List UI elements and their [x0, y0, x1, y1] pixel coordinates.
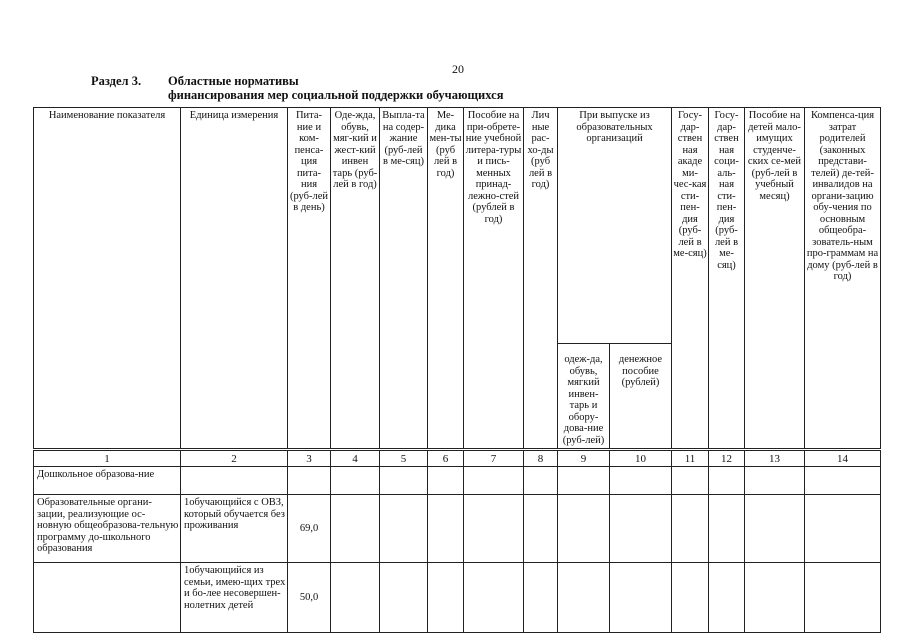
header-allowance: Выпла-та на содер-жание (руб-лей в ме-сяц)	[380, 108, 428, 450]
row-unit: 1обучающийся с ОВЗ, который обучается без проживания	[181, 495, 288, 563]
row-name: Образовательные органи-зации, реализующие ос-новную общеобразова-тельную программу до-школьного образования	[34, 495, 181, 563]
section-title-line1: Областные нормативы	[168, 74, 299, 88]
col-number: 6	[428, 450, 464, 467]
section-title-line2: финансирования мер социальной поддержки обучающихся	[168, 88, 504, 102]
col-number: 12	[709, 450, 745, 467]
col-number: 5	[380, 450, 428, 467]
table-row	[34, 495, 881, 563]
page-number: 20	[452, 62, 464, 76]
header-home-education-compensation: Компенса-ция затрат родителей (законных представи-телей) де-тей-инвалидов на органи-зацию обу-чения по основным общеобра-зователь-ным про-граммам на дому (руб-лей в год)	[805, 108, 881, 450]
header-academic-stipend: Госу-дар-ствен ная акаде ми-чес-кая сти-пен-дия (руб-лей в ме-сяц)	[672, 108, 709, 450]
header-student-family-benefit: Пособие на детей мало-имущих студенче-ских се-мей (руб-лей в учебный месяц)	[745, 108, 805, 450]
col-number: 2	[181, 450, 288, 467]
header-food: Пита-ние и ком-пенса-ция пита-ния (руб-лей в день)	[288, 108, 331, 450]
row-unit	[181, 467, 288, 495]
header-social-stipend: Госу-дар-ствен ная соци-аль-ная сти-пен-дия (руб-лей в ме-сяц)	[709, 108, 745, 450]
col-number: 11	[672, 450, 709, 467]
col-number: 10	[610, 450, 672, 467]
row-food-value: 50,0	[288, 563, 331, 633]
header-clothing: Оде-жда, обувь, мяг-кий и жест-кий инвен тарь (руб-лей в год)	[331, 108, 380, 450]
row-name: Дошкольное образова-ние	[34, 467, 181, 495]
header-graduation: При выпуске из образовательных организаций	[558, 108, 672, 344]
section-heading	[91, 74, 503, 102]
col-number: 8	[524, 450, 558, 467]
row-name	[34, 563, 181, 633]
table-row	[34, 467, 881, 495]
header-personal-expenses: Лич ные рас-хо-ды (руб лей в год)	[524, 108, 558, 450]
row-food-value: 69,0	[288, 495, 331, 563]
row-food-value	[288, 467, 331, 495]
col-number: 13	[745, 450, 805, 467]
row-unit: 1обучающийся из семьи, имею-щих трех и бо-лее несовершен-нолетних детей	[181, 563, 288, 633]
section-label: Раздел 3.	[91, 74, 142, 88]
header-study-supplies: Пособие на при-обрете-ние учебной литера-туры и пись-менных принад-лежно-стей (рублей в год)	[464, 108, 524, 450]
col-number: 9	[558, 450, 610, 467]
col-number: 14	[805, 450, 881, 467]
col-number: 4	[331, 450, 380, 467]
col-number: 1	[34, 450, 181, 467]
header-indicator-name: Наименование показателя	[34, 108, 181, 450]
header-unit: Единица измерения	[181, 108, 288, 450]
col-number: 7	[464, 450, 524, 467]
header-graduation-clothing: одеж-да, обувь, мягкий инвен-тарь и обору-дова-ние (руб-лей)	[558, 344, 610, 450]
header-medicines: Ме-дика мен-ты (руб лей в год)	[428, 108, 464, 450]
table-row	[34, 563, 881, 633]
col-number: 3	[288, 450, 331, 467]
header-graduation-cash: денежное пособие (рублей)	[610, 344, 672, 450]
standards-table	[33, 107, 881, 633]
